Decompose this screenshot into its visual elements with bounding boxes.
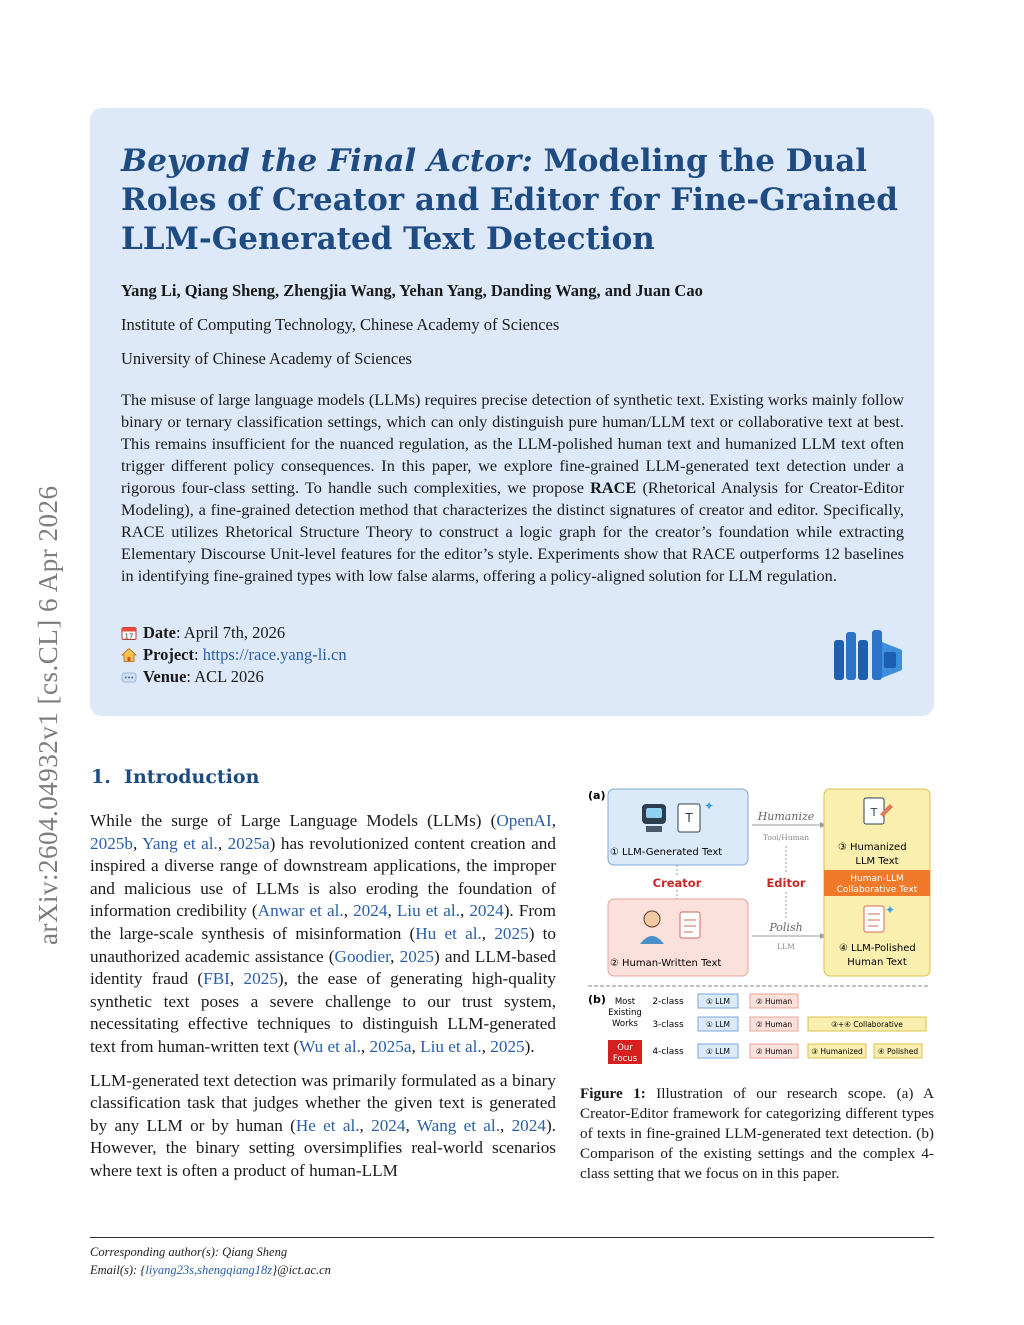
- meta-date: [121, 622, 347, 644]
- setting-cell-label: ① LLM: [706, 1020, 730, 1029]
- human-number: ②: [610, 958, 619, 969]
- setting-cell-label: ③ Humanized: [811, 1047, 863, 1056]
- intro-text: ) to unauthorized academic assistance (: [90, 923, 556, 966]
- citation-link[interactable]: 2024: [353, 901, 388, 921]
- title-line2: Roles of Creator and Editor for Fine-Grained: [121, 182, 898, 218]
- venue-value: : ACL 2026: [186, 667, 264, 686]
- existing-label-2: Existing: [608, 1008, 642, 1018]
- meta-project: [121, 644, 347, 666]
- humanized-label-2: LLM Text: [855, 856, 899, 867]
- section-number: 1.: [91, 766, 111, 788]
- llm-generated-label: LLM-Generated Text: [621, 847, 723, 858]
- abstract-text: (Rhetorical Analysis for Creator-Editor Modeling), a fine-grained detection method that characterizes the distinct signatures of creator and editor. Specifically, RACE utilizes Rhetorical Structure Theory to construct a logic graph for the creator’s foundation while extracting Elementary Discourse Unit-level features for the editor’s style. Experiments show that RACE outperforms 12 baselines in identifying fine-grained types with low false alarms, offering a policy-aligned solution for LLM regulation.: [121, 478, 904, 585]
- intro-text: ,: [481, 923, 495, 943]
- panel-b-label: (b): [588, 993, 606, 1006]
- affiliation-1: Institute of Computing Technology, Chinese Academy of Sciences: [121, 315, 560, 334]
- citation-link[interactable]: Liu et al.: [396, 901, 460, 921]
- intro-text: ,: [411, 1036, 421, 1056]
- citation-link[interactable]: 2024: [511, 1115, 546, 1135]
- project-separator: :: [194, 645, 203, 664]
- humanized-label-1: Humanized: [849, 842, 907, 853]
- existing-label-1: Most: [614, 997, 636, 1007]
- intro-text: While the surge of Large Language Models (LLMs) (: [90, 811, 497, 830]
- setting-comparison: [652, 994, 926, 1058]
- citation-link[interactable]: 2025a: [227, 833, 270, 853]
- title-banner: [90, 108, 934, 716]
- polish-label: Polish: [769, 921, 803, 934]
- svg-text:①LLM-Generated Text: [610, 847, 722, 858]
- citation-link[interactable]: OpenAI: [496, 811, 552, 830]
- svg-text:②Human-Written Text: [610, 958, 721, 969]
- citation-link[interactable]: Anwar et al.: [257, 901, 344, 921]
- intro-text: ,: [359, 1115, 372, 1135]
- citation-link[interactable]: Wu et al.: [299, 1036, 361, 1056]
- intro-text: ), the ease of generating high-quality synthetic text poses a severe challenge to our trust system, necessitating effective techniques to distinguish LLM-generated text from human-written text (: [90, 969, 556, 1056]
- email-link[interactable]: liyang23s,shengqiang18z: [145, 1263, 273, 1277]
- house-icon: [121, 647, 137, 663]
- author-list: Yang Li, Qiang Sheng, Zhengjia Wang, Yehan Yang, Danding Wang, and Juan Cao: [121, 281, 703, 300]
- setting-label: 2-class: [652, 997, 684, 1007]
- humanized-number: ③: [838, 842, 847, 853]
- svg-text:T: T: [685, 811, 693, 825]
- setting-cell-label: ① LLM: [706, 1047, 730, 1056]
- caption-text: Illustration of our research scope. (a) A Creator-Editor framework for categorizing different types of texts in fine-grained LLM-generated text detection. (b) Comparison of the existing settings and the complex 4-class setting that we focus on in this paper.: [580, 1085, 934, 1182]
- citation-link[interactable]: 2025: [243, 969, 278, 989]
- polished-number: ④: [839, 943, 848, 954]
- our-focus-1: Our: [617, 1043, 633, 1053]
- setting-cell-label: ② Human: [755, 997, 793, 1006]
- human-written-label: Human-Written Text: [621, 958, 722, 969]
- citation-link[interactable]: 2024: [469, 901, 504, 921]
- intro-text: ,: [229, 969, 244, 989]
- citation-link[interactable]: 2024: [371, 1115, 406, 1135]
- intro-paragraph-2: [90, 1070, 556, 1183]
- intro-text: ). However, the binary setting oversimplifies real-world scenarios where text is often a product of human-LLM: [90, 1115, 556, 1180]
- lab-logo: [832, 628, 906, 686]
- our-focus-2: Focus: [612, 1054, 638, 1064]
- email-suffix: }@ict.ac.cn: [272, 1263, 331, 1277]
- intro-text: LLM-generated text detection was primarily formulated as a binary classification task that judges whether the given text is generated by any LLM or by human (: [90, 1070, 556, 1135]
- collab-label-2: Collaborative Text: [836, 885, 918, 895]
- polish-sub: LLM: [777, 942, 795, 951]
- svg-text:④LLM-Polished: [839, 943, 916, 954]
- llm-number: ①: [610, 847, 619, 858]
- citation-link[interactable]: Hu et al.: [415, 923, 482, 943]
- setting-label: 3-class: [652, 1020, 684, 1030]
- intro-text: ) and LLM-based identity fraud (: [90, 946, 556, 989]
- citation-link[interactable]: 2025: [494, 923, 529, 943]
- meta-venue: [121, 666, 347, 688]
- intro-text: ,: [481, 1036, 491, 1056]
- humanize-sub: Tool/Human: [762, 833, 810, 842]
- citation-link[interactable]: 2025: [399, 946, 434, 966]
- existing-label-3: Works: [612, 1019, 638, 1029]
- panel-a-label: (a): [588, 789, 606, 802]
- svg-text:✦: ✦: [885, 903, 896, 917]
- citation-link[interactable]: He et al.: [295, 1115, 360, 1135]
- svg-text:✦: ✦: [704, 799, 715, 813]
- svg-text:T: T: [870, 806, 878, 819]
- intro-paragraph-1: [90, 810, 556, 1059]
- title-line1: Modeling the Dual: [532, 143, 868, 179]
- citation-link[interactable]: 2025: [490, 1036, 525, 1056]
- setting-cell-label: ③+④ Collaborative: [831, 1020, 903, 1029]
- intro-text: ,: [459, 901, 470, 921]
- svg-text:17: 17: [124, 632, 134, 641]
- writing-document-icon: [680, 912, 700, 938]
- citation-link[interactable]: Yang et al.: [142, 833, 218, 853]
- intro-text: ) has revolutionized content creation and inspired a diverse range of downstream applications, the improper and malicious use of LLMs is also eroding the foundation of information credibility (: [90, 833, 556, 921]
- section-heading: [91, 766, 259, 788]
- paper-meta: [121, 622, 347, 688]
- title-line3: LLM-Generated Text Detection: [121, 221, 655, 257]
- creator-label: Creator: [652, 876, 702, 890]
- intro-column: [90, 810, 556, 1194]
- caption-lead: Figure 1:: [580, 1085, 646, 1102]
- intro-text: ,: [360, 1036, 370, 1056]
- project-label: Project: [143, 645, 194, 664]
- intro-text: ,: [551, 811, 556, 830]
- editor-label: Editor: [766, 876, 806, 890]
- calendar-icon: [121, 625, 137, 641]
- footer-divider: [90, 1237, 934, 1238]
- intro-text: ).: [524, 1036, 535, 1056]
- paper-title: [121, 142, 904, 259]
- citation-link[interactable]: Wang et al.: [416, 1115, 501, 1135]
- collab-label-1: Human-LLM: [850, 874, 904, 884]
- venue-label: Venue: [143, 667, 187, 686]
- figure-1: [580, 784, 934, 1074]
- setting-label: 4-class: [652, 1047, 684, 1057]
- polished-label-2: Human Text: [847, 957, 907, 968]
- abstract-method-name: RACE: [590, 478, 637, 497]
- abstract-text: The misuse of large language models (LLMs) requires precise detection of synthetic text. Existing works mainly follow binary or ternary classification settings, which can only distinguish pure human/LLM text or collaborative text at best. This remains insufficient for the nuanced regulation, as the LLM-polished human text and humanized LLM text often trigger different policy consequences. In this paper, we explore fine-grained LLM-generated text detection under a rigorous four-class setting. To handle such complexities, we propose: [121, 390, 904, 497]
- citation-link[interactable]: Goodier: [334, 946, 391, 966]
- title-italic-part: Beyond the Final Actor:: [121, 143, 533, 179]
- corresponding-author: Corresponding author(s): Qiang Sheng: [90, 1245, 288, 1259]
- citation-link[interactable]: 2025a: [369, 1036, 412, 1056]
- humanize-label: Humanize: [757, 810, 815, 823]
- figure-caption: [580, 1084, 934, 1184]
- footnote: [90, 1243, 331, 1279]
- intro-text: ,: [500, 1115, 512, 1135]
- speech-dots-icon: [121, 669, 137, 685]
- email-line: [90, 1261, 331, 1279]
- date-value: : April 7th, 2026: [175, 623, 286, 642]
- abstract: [121, 389, 904, 587]
- section-title-text: Introduction: [124, 766, 260, 788]
- email-prefix: Email(s): {: [90, 1263, 146, 1277]
- setting-cell-label: ④ Polished: [877, 1047, 919, 1056]
- citation-link[interactable]: Liu et al.: [420, 1036, 482, 1056]
- setting-cell-label: ② Human: [755, 1047, 793, 1056]
- intro-text: ,: [405, 1115, 417, 1135]
- setting-cell-label: ① LLM: [706, 997, 730, 1006]
- arxiv-identifier: arXiv:2604.04932v1 [cs.CL] 6 Apr 2026: [33, 485, 63, 945]
- citation-link[interactable]: FBI: [203, 969, 230, 989]
- intro-text: ). From the large-scale synthesis of misinformation (: [90, 901, 557, 943]
- setting-cell-label: ② Human: [755, 1020, 793, 1029]
- intro-text: ,: [387, 901, 397, 921]
- intro-text: ,: [390, 946, 400, 966]
- project-link[interactable]: https://race.yang-li.cn: [202, 645, 347, 664]
- intro-text: ,: [343, 901, 354, 921]
- intro-text: ,: [217, 833, 228, 853]
- polished-label-1: LLM-Polished: [850, 943, 916, 954]
- date-label: Date: [143, 623, 176, 642]
- intro-text: ,: [132, 833, 143, 853]
- citation-link[interactable]: 2025b: [90, 833, 133, 853]
- affiliation-2: University of Chinese Academy of Sciences: [121, 349, 412, 368]
